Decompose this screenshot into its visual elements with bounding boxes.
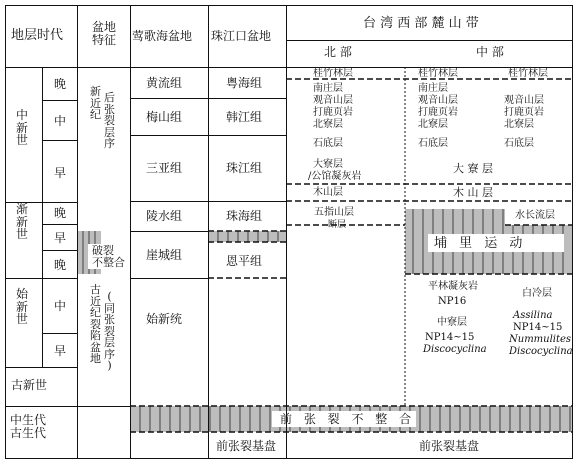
north-nanzhuang: 南庄层 bbox=[313, 83, 343, 94]
pearl-mouth-hatch bbox=[208, 231, 286, 242]
yinggehai-lingshui: 陵水组 bbox=[146, 209, 183, 223]
central-discocyclina-right: Discocyclina bbox=[509, 346, 573, 357]
central-header: 中 部 bbox=[476, 45, 504, 59]
miocene-early: 早 bbox=[54, 166, 67, 180]
miocene-late: 晚 bbox=[54, 77, 67, 91]
oligocene-early: 早 bbox=[54, 231, 67, 245]
pre-rift-unconformity-label: 前 张 裂 不 整 合 bbox=[280, 412, 416, 426]
north-fault: 断层 bbox=[328, 220, 347, 230]
north-guanyinshan: 观音山层 bbox=[313, 95, 353, 106]
eocene-early: 早 bbox=[54, 344, 67, 358]
pearl-zhujiang: 珠江组 bbox=[226, 161, 263, 175]
neogene-post-rift-label: 新 近 纪 bbox=[90, 85, 101, 122]
epoch-mesozoic-paleozoic: 中生代 古生代 bbox=[10, 413, 47, 440]
central-beiliao-right: 北寮层 bbox=[504, 119, 534, 130]
pearl-enping: 恩平组 bbox=[226, 254, 263, 268]
central-discocyclina-left: Discocyclina bbox=[423, 344, 487, 355]
central-puli-orogeny: 埔 里 运 动 bbox=[434, 236, 527, 251]
central-assilina: Assilina bbox=[513, 310, 553, 321]
north-guizhulin: 桂竹林层 bbox=[313, 68, 353, 79]
eocene-middle: 中 bbox=[54, 299, 67, 313]
central-daluye-left: 打鹿页岩 bbox=[418, 107, 458, 118]
central-np16: NP16 bbox=[438, 296, 467, 307]
pearl-hanjiang: 韩江组 bbox=[226, 110, 263, 124]
era-header: 地层时代 bbox=[11, 28, 64, 43]
north-dazhai: 大寮层 bbox=[313, 159, 343, 170]
pearl-zhuhai: 珠海组 bbox=[226, 209, 263, 223]
north-beiliao: 北寮层 bbox=[313, 119, 343, 130]
central-guizhulin-left: 桂竹林层 bbox=[418, 68, 458, 79]
pearl-pre-rift-basement: 前张裂基盘 bbox=[216, 439, 277, 453]
neogene-post-rift-label-2: 后 张 裂 层 序 bbox=[104, 91, 115, 151]
yinggehai-yacheng: 崖城组 bbox=[146, 248, 183, 262]
central-dazhai: 大 寮 层 bbox=[453, 162, 493, 175]
paleogene-rift-label-2: ( 同 张 裂 层 序 ) bbox=[104, 290, 115, 373]
yinggehai-sanya: 三亚组 bbox=[146, 161, 183, 175]
yinggehai-eocene: 始新统 bbox=[146, 312, 183, 326]
central-np1415-left: NP14~15 bbox=[425, 332, 475, 343]
north-gongguan-tuff: /公馆凝灰岩 bbox=[308, 171, 362, 182]
north-wuzhishan: 五指山层 bbox=[314, 207, 354, 218]
central-bailing: 白冷层 bbox=[522, 288, 552, 299]
eocene-late: 晚 bbox=[54, 258, 67, 272]
north-mushan: 木山层 bbox=[313, 187, 343, 198]
miocene-middle: 中 bbox=[54, 114, 67, 128]
north-header: 北 部 bbox=[324, 45, 352, 59]
epoch-paleocene: 古新世 bbox=[11, 378, 48, 392]
central-shidi-left: 石底层 bbox=[418, 138, 448, 149]
oligocene-late: 晚 bbox=[54, 206, 67, 220]
basin-feature-header-line2: 特征 bbox=[91, 32, 116, 47]
epoch-miocene: 中 新 世 bbox=[16, 108, 29, 148]
breakup-unconformity-label: 破裂 不整合 bbox=[92, 244, 125, 269]
yinggehai-meishan: 梅山组 bbox=[146, 110, 183, 124]
central-pre-rift-basement: 前张裂基盘 bbox=[419, 439, 480, 453]
taiwan-header: 台 湾 西 部 麓 山 带 bbox=[363, 16, 479, 31]
central-guanyinshan-left: 观音山层 bbox=[418, 95, 458, 106]
central-guanyinshan-right: 观音山层 bbox=[504, 95, 544, 106]
basin-feature-header bbox=[80, 21, 128, 46]
epoch-oligocene: 渐 新 世 bbox=[16, 202, 29, 242]
central-shuichangliu: 水长流层 bbox=[515, 210, 555, 221]
basin-feature-header-line1: 盆地 bbox=[91, 20, 116, 34]
yinggehai-huangliu: 黄流组 bbox=[146, 76, 183, 90]
pearl-yuehai: 粤海组 bbox=[226, 76, 263, 90]
paleogene-rift-label: 古 近 纪 裂 陷 盆 地 bbox=[90, 283, 101, 366]
central-nummulites: Nummulites bbox=[509, 334, 572, 345]
central-np1415-right: NP14~15 bbox=[513, 322, 563, 333]
central-mushan: 木 山 层 bbox=[453, 186, 493, 199]
pearl-mouth-header: 珠江口盆地 bbox=[211, 29, 272, 43]
central-nanzhuang: 南庄层 bbox=[418, 83, 448, 94]
epoch-eocene: 始 新 世 bbox=[16, 287, 29, 327]
central-shidi-right: 石底层 bbox=[504, 138, 534, 149]
central-zhongliao: 中寮层 bbox=[437, 317, 467, 328]
central-daluye-right: 打鹿页岩 bbox=[504, 107, 544, 118]
central-pinglin-tuff: 平林凝灰岩 bbox=[428, 281, 478, 292]
central-guizhulin-right: 桂竹林层 bbox=[508, 68, 548, 79]
central-beiliao-left: 北寮层 bbox=[418, 119, 448, 130]
north-shidi: 石底层 bbox=[313, 138, 343, 149]
yinggehai-header: 莺歌海盆地 bbox=[132, 29, 193, 43]
north-daluye: 打鹿页岩 bbox=[313, 107, 353, 118]
